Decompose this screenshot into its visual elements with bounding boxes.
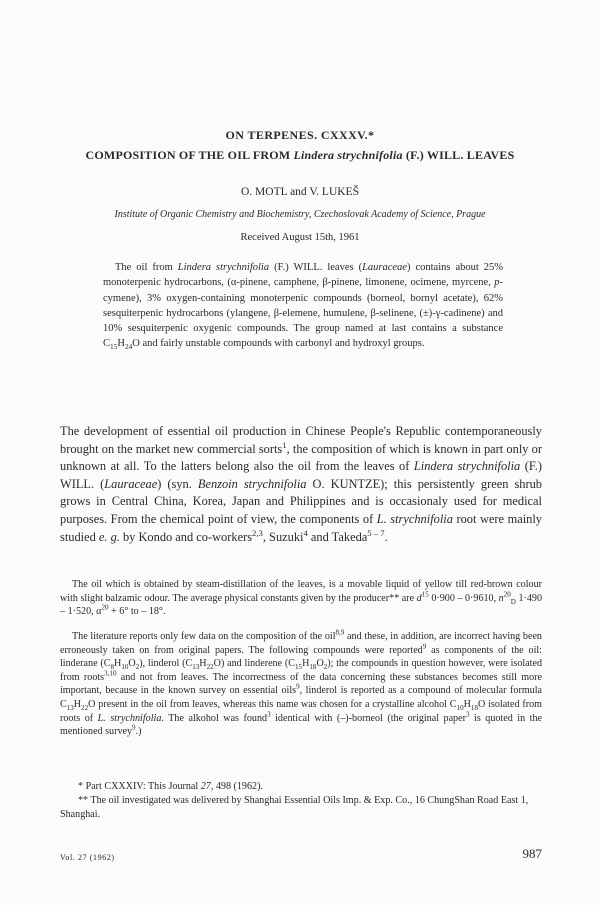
superscript: 20 — [101, 603, 109, 612]
body-text: identical with (–)-borneol (the original paper — [270, 712, 466, 724]
body-text: . The alkohol was found — [161, 712, 268, 724]
intro-text: and Takeda — [307, 529, 368, 544]
body-text: 0·900 – 0·9610, — [428, 592, 499, 604]
intro-text: root were mainly studied — [60, 511, 542, 544]
subscript: 10 — [121, 663, 129, 672]
body-text: and these, in addition, are incorrect having been erroneously taken on from original papers. The following compounds were reported — [60, 631, 542, 656]
superscript: 20 — [503, 590, 511, 599]
footnote-volume: 27 — [200, 781, 211, 792]
intro-text: . — [384, 529, 388, 544]
introduction-paragraph — [60, 423, 542, 546]
refractive-index-symbol: n — [498, 592, 504, 604]
abstract-para-prefix: p — [494, 277, 500, 289]
body-text: and not from leaves. The incorrectness of the data concerning these substances becomes still more important, because in the known survey on essential oils — [60, 671, 542, 697]
affiliation: Institute of Organic Chemistry and Biochemistry, Czechoslovak Academy of Science, Prague — [114, 209, 486, 220]
abstract-family: Lauraceae — [362, 262, 407, 273]
body-text: ); the compounds in question however, were isolated from roots — [60, 658, 543, 683]
reference-marker: 3,10 — [104, 669, 117, 678]
body-text: O isolated from roots of — [60, 698, 542, 724]
reference-marker: 3 — [267, 710, 271, 719]
footnote-text: , 498 (1962). — [210, 781, 263, 792]
body-text: , linderol is reported as a compound of molecular formula C — [60, 685, 542, 710]
abstract-species: Lindera strychnifolia — [177, 262, 270, 273]
article-title-line2 — [0, 148, 600, 163]
subscript: 22 — [81, 703, 89, 712]
body-text: H — [114, 658, 122, 670]
subscript: 15 — [295, 663, 303, 672]
abstract-text: -cymene), 3% oxygen-containing monoterpenic compounds (borneol, bornyl acetate), 62% sesquiterpenic hydrocarbons (ylangene, β-elemene, humulene, β-selinene, (±)-γ-cadinene) and 10% sesquiterpenic oxygenic compounds. The group named at last contains a substance C — [103, 277, 503, 350]
body-paragraph-physical-constants — [60, 578, 542, 619]
title-suffix: (F.) WILL. LEAVES — [402, 148, 515, 162]
reference-marker: 1 — [282, 439, 287, 450]
subscript: 13 — [192, 663, 200, 672]
superscript: 15 — [421, 590, 429, 599]
reference-marker: 5 – 7 — [367, 527, 385, 538]
intro-text: The development of essential oil production in Chinese People's Republic contemporaneously brought on the market new commercial sorts — [60, 424, 542, 456]
intro-text: , the composition of which is known in part only or unknown at all. To the latters belong also the oil from the leaves of — [60, 441, 542, 474]
body-text: .) — [135, 726, 142, 738]
footnotes — [60, 780, 542, 822]
body-text: H — [73, 698, 82, 710]
footnote-text: * Part CXXXIV: This Journal — [78, 781, 201, 792]
intro-species: L. strychnifolia — [376, 511, 453, 526]
subscript: 2 — [323, 663, 328, 672]
body-text: H — [302, 658, 310, 670]
body-text: The literature reports only few data on the composition of the oil — [72, 631, 336, 642]
intro-text: by Kondo and co-workers — [119, 529, 253, 544]
body-text: O — [316, 658, 324, 670]
density-symbol: d — [416, 592, 422, 604]
reference-marker: 3 — [465, 710, 470, 719]
subscript: 18 — [309, 663, 317, 672]
body-text: H — [199, 658, 207, 670]
body-text: H — [463, 698, 471, 710]
body-text: is quoted in the mentioned survey — [60, 712, 542, 738]
body-text: ), linderol (C — [139, 658, 193, 670]
abstract — [103, 260, 503, 352]
abstract-text: O and fairly unstable compounds with carbonyl and hydroxyl groups. — [132, 338, 425, 350]
intro-text: O. KUNTZE); this persistently green shrub grows in Central China, Korea, Japan and Philippines and is occasionaly used for medical purposes. From the chemical point of view, the components of — [60, 476, 543, 526]
body-text: O — [128, 658, 136, 670]
abstract-text: ) contains about 25% monoterpenic hydrocarbons, (α-pinene, camphene, β-pinene, limonene, ocimene, myrcene, — [103, 262, 503, 289]
body-text: 1·490 – 1·520, α — [60, 592, 542, 618]
intro-family: Lauraceae — [104, 476, 158, 491]
journal-volume: Vol. 27 (1962) — [60, 853, 115, 862]
intro-species: Lindera strychnifolia — [413, 459, 521, 474]
body-text: as components of the oil: linderane (C — [60, 644, 542, 670]
reference-marker: 4 — [303, 527, 308, 538]
intro-text: (F.) WILL. ( — [60, 459, 542, 491]
intro-text: ) (syn. — [157, 476, 198, 491]
subscript: 2 — [135, 663, 140, 672]
intro-eg: e. g. — [98, 529, 120, 544]
subscript: 24 — [124, 342, 133, 352]
intro-text: , Suzuki — [262, 529, 304, 544]
footnote-1 — [60, 780, 542, 794]
received-date: Received August 15th, 1961 — [240, 232, 360, 243]
subscript: 13 — [66, 703, 74, 712]
reference-marker: 9 — [296, 683, 300, 692]
title-prefix: COMPOSITION OF THE OIL FROM — [85, 148, 294, 162]
reference-marker: 2,3 — [252, 527, 263, 538]
page-number: 987 — [522, 846, 542, 861]
subscript: 22 — [206, 663, 214, 672]
title-species: Lindera strychnifolia — [293, 148, 403, 162]
abstract-text: The oil from — [115, 262, 178, 273]
subscript: 18 — [470, 703, 478, 712]
subscript: 15 — [110, 342, 118, 352]
body-paragraph-literature — [60, 630, 542, 739]
article-title-line1: ON TERPENES. CXXXV.* — [225, 128, 375, 142]
reference-marker: 9 — [132, 723, 136, 732]
intro-synonym: Benzoin strychnifolia — [197, 476, 307, 491]
subscript: 10 — [456, 703, 464, 712]
body-text: O present in the oil from leaves, whereas this name was chosen for a crystalline alcohol C — [88, 698, 457, 710]
body-text: The oil which is obtained by steam-distillation of the leaves, is a movable liquid of yellow till red-brown colour with slight balzamic odour. The average physical constants given by the producer** are — [60, 579, 542, 604]
authors: O. MOTL and V. LUKEŠ — [241, 186, 359, 198]
reference-marker: 9 — [422, 642, 427, 651]
abstract-text: (F.) WILL. leaves ( — [269, 262, 363, 273]
subscript: D — [510, 597, 516, 606]
body-text: O) and linderene (C — [213, 658, 296, 670]
body-text: + 6° to – 18°. — [108, 606, 166, 618]
subscript: 8 — [110, 663, 115, 672]
footnote-2: ** The oil investigated was delivered by Shanghai Essential Oils Imp. & Exp. Co., 16 ChungShan Road East 1, Shanghai. — [60, 795, 529, 820]
body-species: L. strychnifolia — [97, 712, 162, 724]
reference-marker: 8,9 — [335, 628, 345, 637]
abstract-text: H — [117, 338, 125, 350]
